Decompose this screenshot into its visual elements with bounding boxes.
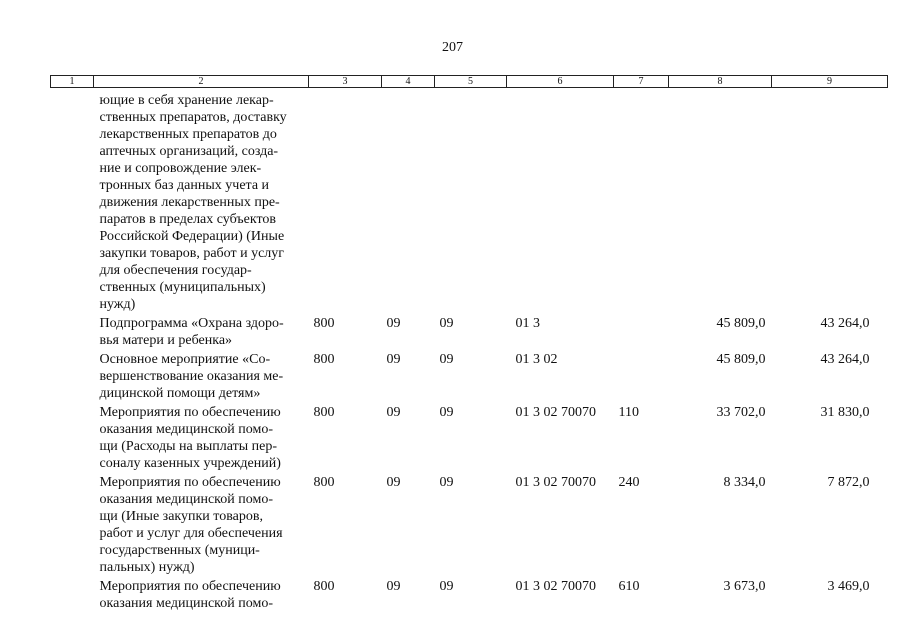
- header-col-7: 7: [614, 76, 669, 88]
- header-col-9: 9: [772, 76, 888, 88]
- item-name-line: оказания медицинской помо-: [99, 492, 273, 507]
- item-name-line: движения лекарственных пре-: [99, 195, 280, 210]
- cell-subsection-code: 09: [439, 316, 454, 331]
- cell-expense-type: [614, 313, 669, 349]
- item-name-line: паратов в пределах субъектов: [99, 212, 277, 227]
- cell-col-1: [51, 313, 94, 349]
- item-name-line: работ и услуг для обеспечения: [99, 526, 283, 541]
- cell-ministry-code: 800: [313, 475, 335, 490]
- budget-table: [50, 75, 888, 612]
- cell-col-1: [51, 88, 94, 314]
- cell-amount-year-2: 43 264,0: [820, 352, 870, 367]
- cell-amount-year-1: 45 809,0: [716, 316, 766, 331]
- cell-subsection-code: 09: [439, 579, 454, 594]
- item-name-line: оказания медицинской помо-: [99, 422, 273, 437]
- cell-subsection-code: 09: [439, 352, 454, 367]
- item-name-line: ственных препаратов, доставку: [99, 110, 287, 125]
- cell-item-name: [94, 472, 309, 576]
- header-row: [51, 76, 888, 88]
- cell-target-article: 01 3 02: [515, 352, 558, 367]
- cell-target-article: 01 3 02 70070: [515, 405, 596, 420]
- cell-section-code: 09: [386, 579, 401, 594]
- cell-amount-year-1: 8 334,0: [723, 475, 766, 490]
- item-name-line: аптечных организаций, созда-: [99, 144, 279, 159]
- item-name-line: щи (Расходы на выплаты пер-: [99, 439, 278, 454]
- item-name-line: лекарственных препаратов до: [99, 127, 277, 142]
- cell-subsection-code: 09: [439, 405, 454, 420]
- item-name-line: пальных) нужд): [99, 560, 195, 575]
- header-col-5: 5: [435, 76, 507, 88]
- header-col-2: 2: [94, 76, 309, 88]
- item-name-line: ственных (муниципальных): [99, 280, 266, 295]
- table-row: [51, 402, 888, 472]
- item-name-line: вершенствование оказания ме-: [99, 369, 284, 384]
- item-name-line: государственных (муници-: [99, 543, 260, 558]
- cell-item-name: [94, 402, 309, 472]
- cell-section-code: 09: [386, 352, 401, 367]
- item-name-line: вья матери и ребенка»: [99, 333, 233, 348]
- item-name-line: ющие в себя хранение лекар-: [99, 93, 274, 108]
- header-col-8: 8: [669, 76, 772, 88]
- cell-col-1: [51, 402, 94, 472]
- cell-col-1: [51, 349, 94, 402]
- cell-amount-year-1: [669, 88, 772, 314]
- table-row: [51, 88, 888, 314]
- cell-amount-year-2: 31 830,0: [820, 405, 870, 420]
- cell-ministry-code: 800: [313, 405, 335, 420]
- item-name-line: оказания медицинской помо-: [99, 596, 273, 611]
- cell-section-code: 09: [386, 475, 401, 490]
- table-row: [51, 472, 888, 576]
- cell-expense-type: 610: [618, 579, 640, 594]
- item-name-line: Основное мероприятие «Со-: [99, 352, 271, 367]
- table-row: [51, 576, 888, 612]
- cell-amount-year-1: 3 673,0: [723, 579, 766, 594]
- cell-expense-type: [614, 88, 669, 314]
- item-name-line: Российской Федерации) (Иные: [99, 229, 285, 244]
- table-body: [51, 88, 888, 613]
- item-name-line: Мероприятия по обеспечению: [99, 405, 281, 420]
- cell-amount-year-2: 3 469,0: [827, 579, 870, 594]
- item-name-line: ние и сопровождение элек-: [99, 161, 262, 176]
- item-name-line: закупки товаров, работ и услуг: [99, 246, 285, 261]
- cell-subsection-code: [435, 88, 507, 314]
- cell-ministry-code: 800: [313, 316, 335, 331]
- table-header: [51, 76, 888, 88]
- cell-target-article: 01 3: [515, 316, 540, 331]
- cell-amount-year-2: 43 264,0: [820, 316, 870, 331]
- cell-item-name: [94, 576, 309, 612]
- header-col-1: 1: [51, 76, 94, 88]
- cell-amount-year-1: 33 702,0: [716, 405, 766, 420]
- cell-amount-year-2: [772, 88, 888, 314]
- page-number: 207: [442, 40, 463, 55]
- item-name-line: соналу казенных учреждений): [99, 456, 281, 471]
- cell-expense-type: 110: [618, 405, 639, 420]
- cell-target-article: 01 3 02 70070: [515, 579, 596, 594]
- cell-ministry-code: 800: [313, 579, 335, 594]
- cell-col-1: [51, 576, 94, 612]
- cell-expense-type: [614, 349, 669, 402]
- item-name-line: тронных баз данных учета и: [99, 178, 270, 193]
- item-name-line: щи (Иные закупки товаров,: [99, 509, 263, 524]
- cell-ministry-code: [309, 88, 382, 314]
- item-name-line: для обеспечения государ-: [99, 263, 252, 278]
- cell-ministry-code: 800: [313, 352, 335, 367]
- item-name-line: дицинской помощи детям»: [99, 386, 261, 401]
- cell-item-name: [94, 313, 309, 349]
- cell-item-name: [94, 88, 309, 314]
- table-row: [51, 349, 888, 402]
- item-name-line: Подпрограмма «Охрана здоро-: [99, 316, 284, 331]
- cell-item-name: [94, 349, 309, 402]
- item-name-line: Мероприятия по обеспечению: [99, 475, 281, 490]
- cell-target-article: [507, 88, 614, 314]
- cell-subsection-code: 09: [439, 475, 454, 490]
- header-col-3: 3: [309, 76, 382, 88]
- cell-col-1: [51, 472, 94, 576]
- cell-expense-type: 240: [618, 475, 640, 490]
- table-row: [51, 313, 888, 349]
- cell-section-code: 09: [386, 316, 401, 331]
- header-col-4: 4: [382, 76, 435, 88]
- cell-section-code: 09: [386, 405, 401, 420]
- cell-amount-year-1: 45 809,0: [716, 352, 766, 367]
- item-name-line: нужд): [99, 297, 136, 312]
- cell-target-article: 01 3 02 70070: [515, 475, 596, 490]
- header-col-6: 6: [507, 76, 614, 88]
- budget-table-container: [50, 75, 887, 612]
- cell-amount-year-2: 7 872,0: [827, 475, 870, 490]
- cell-section-code: [382, 88, 435, 314]
- item-name-line: Мероприятия по обеспечению: [99, 579, 281, 594]
